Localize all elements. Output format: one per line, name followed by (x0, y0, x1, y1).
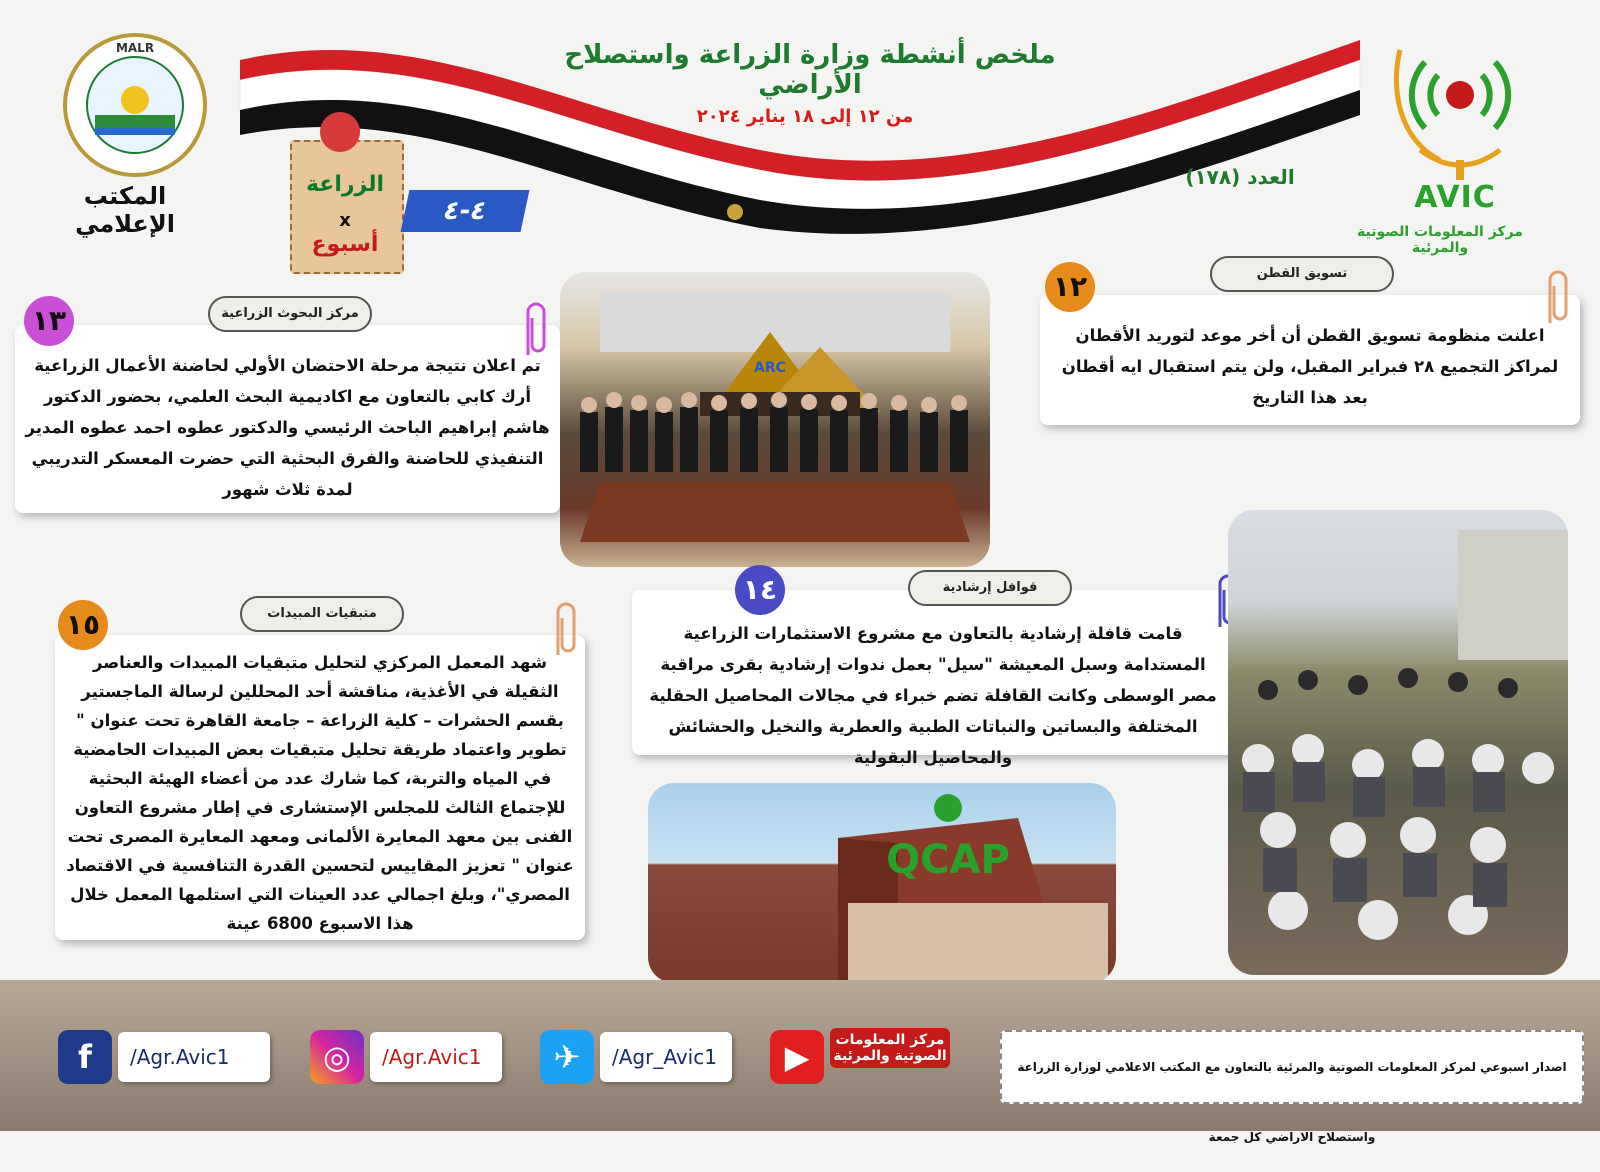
page-badge: ٤-٤ (401, 190, 530, 232)
arc-logo-text: ARC (754, 360, 786, 376)
category-pill: تسويق القطن (1210, 256, 1394, 292)
avic-subtitle: مركز المعلومات الصوتية والمرئية (1357, 224, 1523, 256)
photo-meeting (560, 272, 990, 567)
press-office-label: المكتب الإعلامي (75, 182, 175, 238)
qcap-sign-text: QCAP (886, 837, 1010, 883)
eagle-emblem-icon (727, 204, 743, 220)
malr-logo (60, 30, 210, 180)
twitter-link[interactable]: /Agr_Avic1 (600, 1032, 732, 1082)
card-number: ١٣ (24, 296, 74, 346)
category-pill: متبقيات المبيدات (240, 596, 404, 632)
photo-qcap-building (648, 783, 1116, 983)
tag-week: أسبوع (311, 232, 379, 257)
tag-x: x (339, 210, 351, 231)
facebook-link[interactable]: /Agr.Avic1 (118, 1032, 270, 1082)
facebook-icon[interactable]: f (58, 1030, 112, 1084)
card-number: ١٤ (735, 565, 785, 615)
avic-name: AVIC (1414, 180, 1496, 215)
egypt-flag-ribbon (0, 0, 1600, 260)
date-range: من ١٢ إلى ١٨ يناير ٢٠٢٤ (696, 106, 914, 127)
page-title: ملخص أنشطة وزارة الزراعة واستصلاح الأراضي (564, 40, 1056, 100)
malr-abbr: MALR (115, 41, 155, 55)
weekly-note: اصدار اسبوعي لمركز المعلومات الصوتية والمرئية بالتعاون مع المكتب الاعلامي لوزارة الزراعة واستصلاح الاراضي كل جمعة (1000, 1030, 1584, 1104)
card-text: اعلنت منظومة تسويق القطن أن أخر موعد لتوريد الأقطان لمراكز التجميع ٢٨ فبراير المقبل، ولن يتم استقبال ايه أقطان بعد هذا التاريخ (1061, 326, 1559, 407)
issue-number: العدد (١٧٨) (1185, 165, 1295, 189)
twitter-icon[interactable]: ✈ (540, 1030, 594, 1084)
instagram-link[interactable]: /Agr.Avic1 (370, 1032, 502, 1082)
youtube-label[interactable]: مركز المعلومات الصوتية والمرئية (830, 1028, 950, 1068)
category-pill: مركز البحوث الزراعية (208, 296, 372, 332)
category-pill: قوافل إرشادية (908, 570, 1072, 606)
card-number: ١٢ (1045, 262, 1095, 312)
qcap-logo-icon (934, 794, 962, 822)
card-text: تم اعلان نتيجة مرحلة الاحتضان الأولي لحاضنة الأعمال الزراعية أرك كابي بالتعاون مع اكاديمية البحث العلمي، بحضور الدكتور هاشم إبراهيم الباحث الرئيسي والدكتور عطوه احمد عطوه المدير التنفيذي للحاضنة والفرق البحثية التي حضرت المعسكر التدريبي لمدة ثلاث شهور (25, 356, 550, 499)
instagram-icon[interactable]: ◎ (310, 1030, 364, 1084)
card-text: قامت قافلة إرشادية بالتعاون مع مشروع الاستثمارات الزراعية المستدامة وسبل المعيشة "سيل" بعمل ندوات إرشادية بقرى مراقبة مصر الوسطى وكانت القافلة تضم خبراء في مجالات المحاصيل الحقلية المختلفة والبساتين والنباتات الطبية والعطرية والنخيل والحشائش والمحاصيل البقولية (649, 624, 1217, 767)
photo-gathering (1228, 510, 1568, 975)
tag-agriculture: الزراعة (305, 172, 385, 197)
card-number: ١٥ (58, 600, 108, 650)
card-text: شهد المعمل المركزي لتحليل متبقيات المبيدات والعناصر الثقيلة في الأغذية، مناقشة أحد المحللين لرسالة الماجستير بقسم الحشرات – كلية الزراعة – جامعة القاهرة تحت عنوان " تطوير واعتماد طريقة تحليل متبقيات بعض المبيدات الحامضية في المياه والتربة، كما شارك عدد من أعضاء الهيئة البحثية للإجتماع الثالث للمجلس الإستشارى في إطار مشروع التعاون الفنى بين معهد المعايرة الألمانى ومعهد المعايرة المصرى تحت عنوان " تعزيز المقاييس لتحسين القدرة التنافسية في الاقتصاد المصري"، وبلغ اجمالي عدد العينات التي استلمها المعمل خلال هذا الاسبوع 6800 عينة (66, 653, 574, 933)
youtube-icon[interactable]: ▶ (770, 1030, 824, 1084)
paperclip-icon (1540, 268, 1570, 328)
pushpin-icon (320, 112, 360, 152)
